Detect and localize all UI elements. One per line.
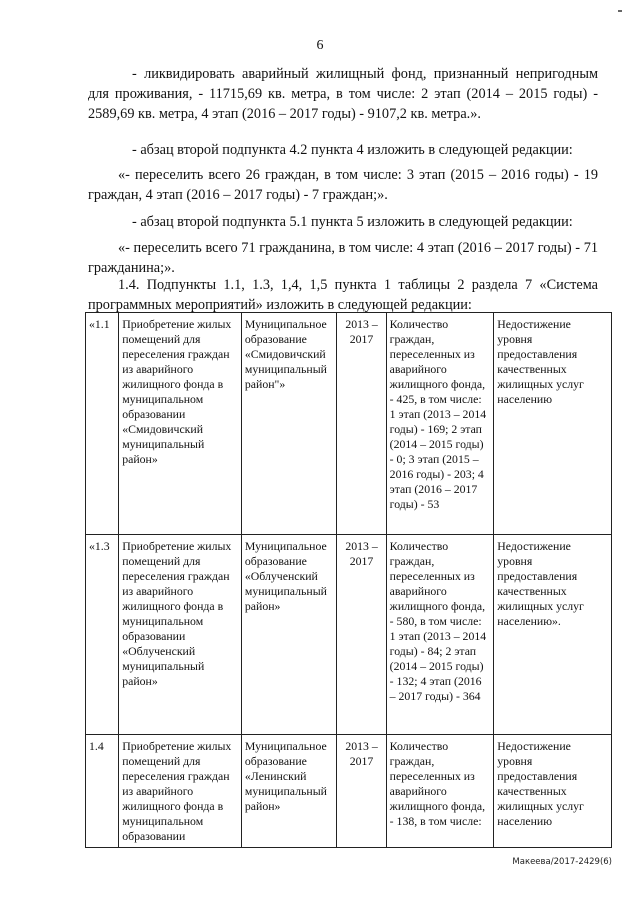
cell-years: 2013 – 2017	[337, 735, 386, 848]
cell-years: 2013 – 2017	[337, 535, 386, 735]
paragraph-resettle-71: «- переселить всего 71 гражданина, в том числе: 4 этап (2016 – 2017 годы) - 71 гражданина;».	[88, 240, 598, 276]
cell-result: Недостижение уровня предоставления качественных жилищных услуг населению	[494, 735, 612, 848]
paragraph-subclause-4-2: - абзац второй подпункта 4.2 пункта 4 изложить в следующей редакции:	[132, 142, 573, 158]
document-footer-code: Макеева/2017-2429(6)	[512, 857, 612, 867]
cell-executor: Муниципальное образование «Смидовичский муниципальный район"»	[241, 313, 337, 535]
cell-executor: Муниципальное образование «Облученский муниципальный район»	[241, 535, 337, 735]
cell-number: 1.4	[86, 735, 119, 848]
table-row	[86, 535, 612, 735]
cell-result: Недостижение уровня предоставления качественных жилищных услуг населению».	[494, 535, 612, 735]
cell-number: «1.1	[86, 313, 119, 535]
page-number: 6	[316, 38, 324, 53]
table-row	[86, 313, 612, 535]
cell-activity: Приобретение жилых помещений для переселения граждан из аварийного жилищного фонда в муниципальном образовании	[119, 735, 242, 848]
program-activities-table	[85, 312, 612, 848]
paragraph-resettle-26: «- переселить всего 26 граждан, в том числе: 3 этап (2015 – 2016 годы) - 19 граждан, 4 этап (2016 – 2017 годы) - 7 граждан;».	[88, 167, 598, 203]
scan-edge-mark	[618, 10, 622, 12]
cell-indicator: Количество граждан, переселенных из аварийного жилищного фонда, - 138, в том числе:	[386, 735, 494, 848]
cell-number: «1.3	[86, 535, 119, 735]
table-row	[86, 735, 612, 848]
paragraph-1-4-amendment: 1.4. Подпункты 1.1, 1.3, 1,4, 1,5 пункта 1 таблицы 2 раздела 7 «Система программных мероприятий» изложить в следующей редакции:	[88, 277, 598, 313]
cell-result: Недостижение уровня предоставления качественных жилищных услуг населению	[494, 313, 612, 535]
cell-activity: Приобретение жилых помещений для переселения граждан из аварийного жилищного фонда в муниципальном образовании «Смидовичский муниципальный район»	[119, 313, 242, 535]
cell-indicator: Количество граждан, переселенных из аварийного жилищного фонда, - 425, в том числе: 1 этап (2013 – 2014 годы) - 169; 2 этап (2014 – 2015 годы) - 0; 3 этап (2015 – 2016 годы) - 203; 4 этап (2016 – 2017 годы) - 53	[386, 313, 494, 535]
paragraph-liquidate-housing: - ликвидировать аварийный жилищный фонд, признанный непригодным для проживания, - 11715,69 кв. метра, в том числе: 2 этап (2014 – 2015 годы) - 2589,69 кв. метра, 4 этап (2016 – 2017 годы) - 9107,2 кв. метра.».	[88, 66, 598, 122]
cell-executor: Муниципальное образование «Ленинский муниципальный район»	[241, 735, 337, 848]
paragraph-subclause-5-1: - абзац второй подпункта 5.1 пункта 5 изложить в следующей редакции:	[132, 214, 573, 230]
cell-indicator: Количество граждан, переселенных из аварийного жилищного фонда, - 580, в том числе: 1 этап (2013 – 2014 годы) - 84; 2 этап (2014 – 2015 годы) - 132; 4 этап (2016 – 2017 годы) - 364	[386, 535, 494, 735]
cell-years: 2013 – 2017	[337, 313, 386, 535]
cell-activity: Приобретение жилых помещений для переселения граждан из аварийного жилищного фонда в муниципальном образовании «Облученский муниципальный район»	[119, 535, 242, 735]
